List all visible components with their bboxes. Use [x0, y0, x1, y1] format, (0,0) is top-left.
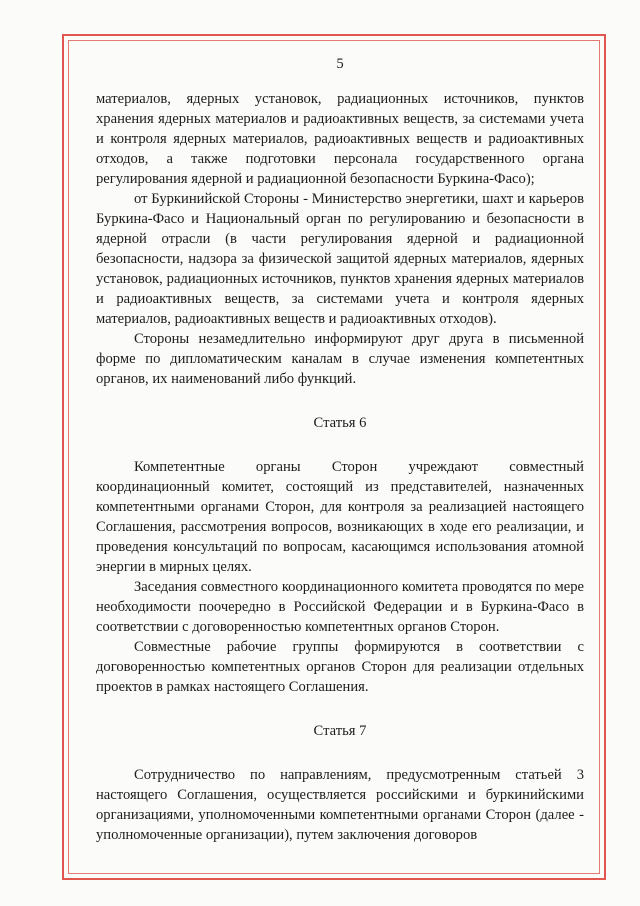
- article-6-paragraph: Компетентные органы Сторон учреждают совместный координационный комитет, состоящий из представителей, назначенных компетентными органами Сторон, для контроля за реализацией настоящего Соглашения, рассмотрения вопросов, возникающих в ходе его реализации, и проведения консультаций по вопросам, касающимся использования атомной энергии в мирных целях.: [96, 459, 584, 575]
- article-6-paragraph: Совместные рабочие группы формируются в соответствии с договоренностью компетентных органов Сторон для реализации отдельных проектов в рамках настоящего Соглашения.: [96, 639, 584, 695]
- paragraph-burkina-side: от Буркинийской Стороны - Министерство энергетики, шахт и карьеров Буркина-Фасо и Национальный орган по регулированию и безопасности в ядерной отрасли (в части регулирования ядерной и радиационной безопасности, надзора за физической защитой ядерных материалов, ядерных установок, радиационных источников, пунктов хранения ядерных материалов и радиоактивных веществ, за системами учета и контроля ядерных материалов, радиоактивных веществ и радиоактивных отходов).: [96, 191, 584, 327]
- page-number: 5: [336, 56, 344, 72]
- article-7-paragraph: Сотрудничество по направлениям, предусмотренным статьей 3 настоящего Соглашения, осуществляется российскими и буркинийскими организациями, уполномоченными компетентными органами Сторон (далее - уполномоченные организации), путем заключения договоров: [96, 767, 584, 843]
- page-content: [96, 54, 584, 845]
- paragraph-notification: Стороны незамедлительно информируют друг друга в письменной форме по дипломатическим каналам в случае изменения компетентных органов, их наименований либо функций.: [96, 331, 584, 387]
- paragraph-continuation: материалов, ядерных установок, радиационных источников, пунктов хранения ядерных материалов и радиоактивных веществ, за системами учета и контроля ядерных материалов, радиоактивных веществ и радиоактивных отходов, а также подготовки персонала государственного органа регулирования ядерной и радиационной безопасности Буркина-Фасо);: [96, 91, 584, 187]
- article-6-paragraph: Заседания совместного координационного комитета проводятся по мере необходимости поочередно в Российской Федерации и в Буркина-Фасо в соответствии с договоренностью компетентных органов Сторон.: [96, 579, 584, 635]
- article-7-heading: Статья 7: [313, 723, 367, 739]
- article-6-heading: Статья 6: [313, 415, 367, 431]
